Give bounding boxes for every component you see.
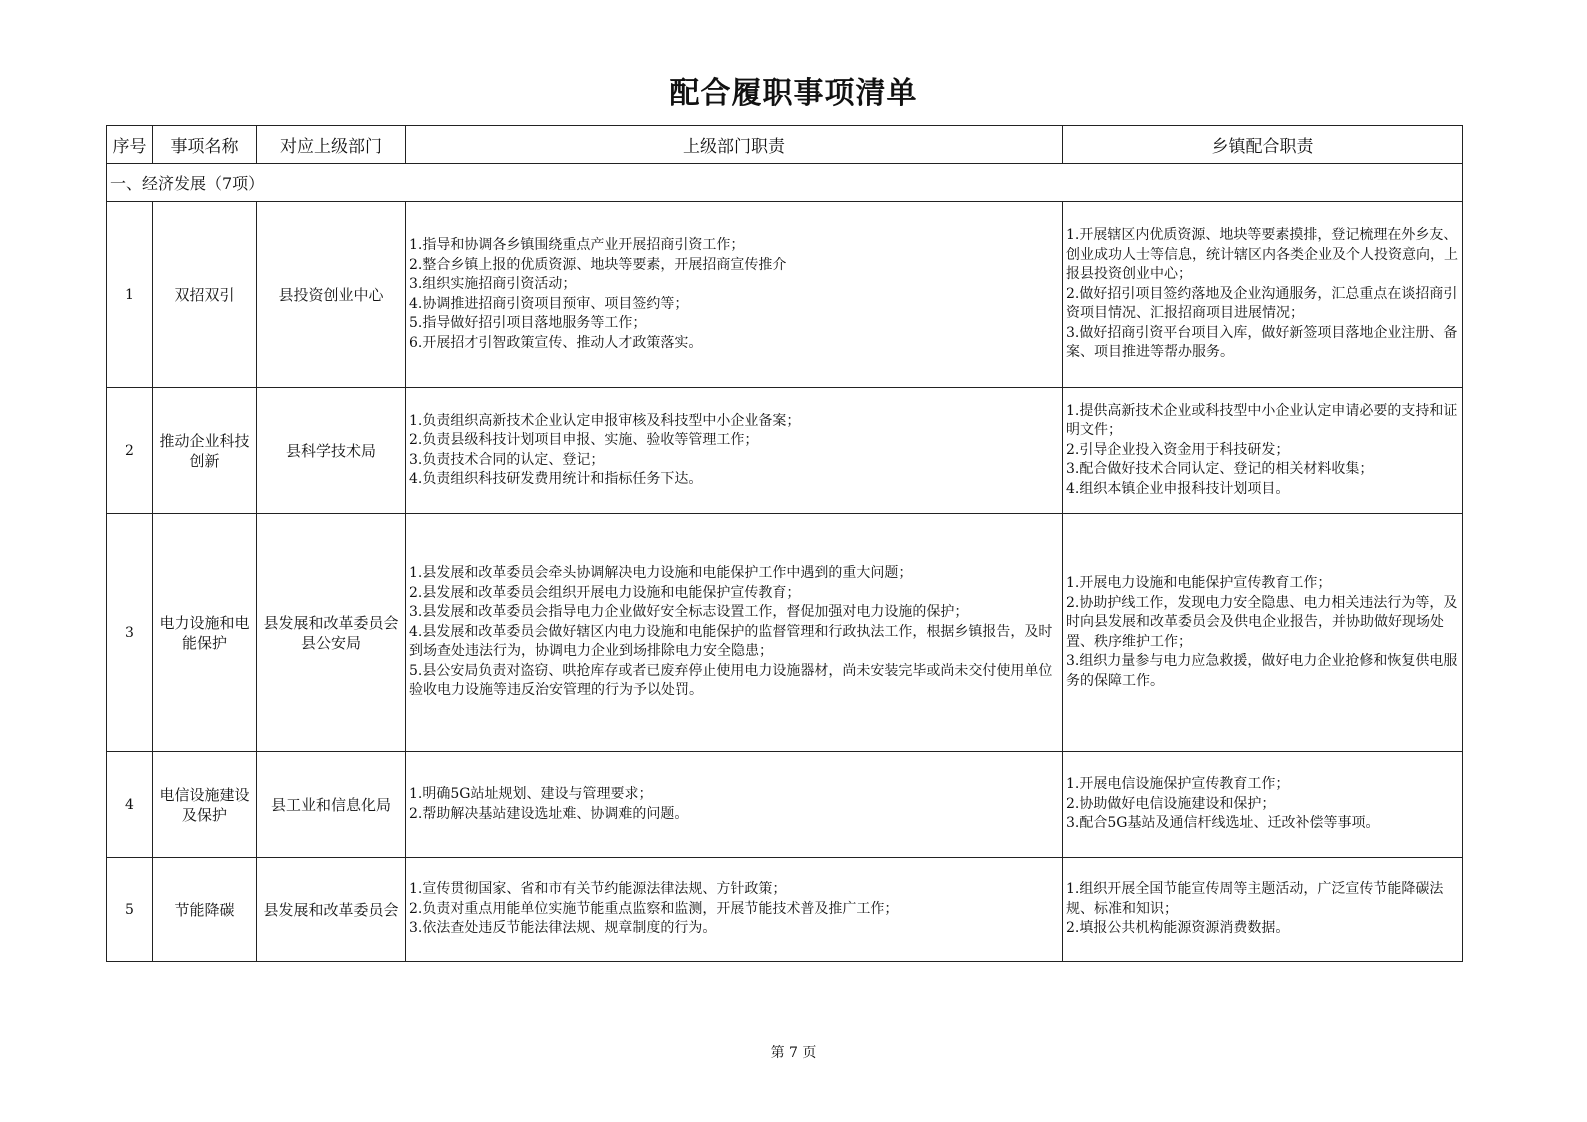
town-duty-line: 1.开展辖区内优质资源、地块等要素摸排，登记梳理在外乡友、创业成功人士等信息，统计辖区内各类企业及个人投资意向，上报县投资创业中心； xyxy=(1066,227,1458,283)
row-number: 1 xyxy=(107,202,153,388)
duty-line: 2.帮助解决基站建设选址难、协调难的问题。 xyxy=(409,805,689,822)
town-duties xyxy=(1063,202,1463,388)
item-name: 推动企业科技创新 xyxy=(153,388,257,514)
header-dept: 对应上级部门 xyxy=(257,126,406,164)
town-duty-line: 1.开展电力设施和电能保护宣传教育工作； xyxy=(1066,575,1332,591)
duty-line: 2.负责对重点用能单位实施节能重点监察和监测，开展节能技术普及推广工作； xyxy=(409,900,899,917)
item-name: 双招双引 xyxy=(153,202,257,388)
duty-line: 2.县发展和改革委员会组织开展电力设施和电能保护宣传教育； xyxy=(409,584,801,601)
page-title: 配合履职事项清单 xyxy=(669,76,918,111)
dept-duties xyxy=(406,388,1063,514)
section-title: 一、经济发展（7项） xyxy=(107,164,1463,202)
town-duties xyxy=(1063,388,1463,514)
table-header-row xyxy=(107,126,1463,164)
duty-line: 4.县发展和改革委员会做好辖区内电力设施和电能保护的监督管理和行政执法工作，根据乡镇报告，及时到场查处违法行为，协调电力企业到场排除电力安全隐患； xyxy=(409,623,1053,660)
town-duty-line: 1.开展电信设施保护宣传教育工作； xyxy=(1066,776,1290,793)
duty-line: 4.负责组织科技研发费用统计和指标任务下达。 xyxy=(409,471,703,487)
town-duty-line: 2.协助做好电信设施建设和保护； xyxy=(1066,795,1276,812)
town-duty-line: 1.提供高新技术企业或科技型中小企业认定申请必要的支持和证明文件； xyxy=(1066,402,1458,439)
duty-line: 5.指导做好招引项目落地服务等工作； xyxy=(409,315,647,331)
department: 县发展和改革委员会县公安局 xyxy=(257,514,406,752)
duty-line: 3.负责技术合同的认定、登记； xyxy=(409,451,605,468)
duty-line: 1.负责组织高新技术企业认定申报审核及科技型中小企业备案； xyxy=(409,412,801,429)
duty-table xyxy=(106,125,1463,962)
page-number: 第 7 页 xyxy=(770,1045,817,1061)
duty-line: 1.县发展和改革委员会牵头协调解决电力设施和电能保护工作中遇到的重大问题； xyxy=(409,565,913,582)
town-duty-line: 3.配合5G基站及通信杆线选址、迁改补偿等事项。 xyxy=(1066,815,1380,832)
town-duties xyxy=(1063,514,1463,752)
town-duty-line: 1.组织开展全国节能宣传周等主题活动，广泛宣传节能降碳法规、标准和知识； xyxy=(1066,881,1444,917)
town-duty-line: 3.配合做好技术合同认定、登记的相关材料收集； xyxy=(1066,461,1374,478)
duty-line: 3.县发展和改革委员会指导电力企业做好安全标志设置工作，督促加强对电力设施的保护； xyxy=(409,604,969,621)
department: 县工业和信息化局 xyxy=(257,752,406,858)
duty-line: 2.整合乡镇上报的优质资源、地块等要素，开展招商宣传推介 xyxy=(409,256,787,273)
duty-line: 5.县公安局负责对盗窃、哄抢库存或者已废弃停止使用电力设施器材，尚未安装完毕或尚未交付使用单位验收电力设施等违反治安管理的行为予以处罚。 xyxy=(409,662,1053,699)
duty-line: 1.宣传贯彻国家、省和市有关节约能源法律法规、方针政策； xyxy=(409,881,787,898)
duty-line: 1.指导和协调各乡镇围绕重点产业开展招商引资工作； xyxy=(409,237,745,253)
duty-line: 2.负责县级科技计划项目申报、实施、验收等管理工作； xyxy=(409,432,759,448)
town-duties xyxy=(1063,752,1463,858)
town-duty-line: 3.组织力量参与电力应急救援，做好电力企业抢修和恢复供电服务的保障工作。 xyxy=(1066,653,1458,689)
town-duty-line: 2.做好招引项目签约落地及企业沟通服务，汇总重点在谈招商引资项目情况、汇报招商项目进展情况； xyxy=(1066,285,1458,322)
town-duty-line: 3.做好招商引资平台项目入库，做好新签项目落地企业注册、备案、项目推进等帮办服务。 xyxy=(1066,324,1458,361)
section-row xyxy=(107,164,1463,202)
header-name: 事项名称 xyxy=(153,126,257,164)
table-row xyxy=(107,388,1463,514)
item-name: 电信设施建设及保护 xyxy=(153,752,257,858)
duty-line: 3.组织实施招商引资活动； xyxy=(409,276,577,292)
town-duty-line: 2.填报公共机构能源资源消费数据。 xyxy=(1066,920,1290,937)
department: 县发展和改革委员会 xyxy=(257,858,406,962)
dept-duties xyxy=(406,202,1063,388)
town-duty-line: 4.组织本镇企业申报科技计划项目。 xyxy=(1066,480,1290,497)
table-row xyxy=(107,514,1463,752)
town-duties xyxy=(1063,858,1463,962)
item-name: 节能降碳 xyxy=(153,858,257,962)
duty-line: 3.依法查处违反节能法律法规、规章制度的行为。 xyxy=(409,920,717,937)
town-duty-line: 2.协助护线工作，发现电力安全隐患、电力相关违法行为等，及时向县发展和改革委员会及供电企业报告，并协助做好现场处置、秩序维护工作； xyxy=(1066,594,1458,650)
row-number: 2 xyxy=(107,388,153,514)
department: 县科学技术局 xyxy=(257,388,406,514)
table-row xyxy=(107,858,1463,962)
dept-duties xyxy=(406,858,1063,962)
header-duty: 上级部门职责 xyxy=(406,126,1063,164)
row-number: 4 xyxy=(107,752,153,858)
item-name: 电力设施和电能保护 xyxy=(153,514,257,752)
row-number: 5 xyxy=(107,858,153,962)
duty-line: 6.开展招才引智政策宣传、推动人才政策落实。 xyxy=(409,334,703,351)
dept-duties xyxy=(406,514,1063,752)
header-town-duty: 乡镇配合职责 xyxy=(1063,126,1463,164)
header-no: 序号 xyxy=(107,126,153,164)
row-number: 3 xyxy=(107,514,153,752)
table-row xyxy=(107,202,1463,388)
department: 县投资创业中心 xyxy=(257,202,406,388)
dept-duties xyxy=(406,752,1063,858)
duty-line: 4.协调推进招商引资项目预审、项目签约等； xyxy=(409,295,689,312)
town-duty-line: 2.引导企业投入资金用于科技研发； xyxy=(1066,441,1290,458)
duty-line: 1.明确5G站址规划、建设与管理要求； xyxy=(409,786,653,802)
table-row xyxy=(107,752,1463,858)
